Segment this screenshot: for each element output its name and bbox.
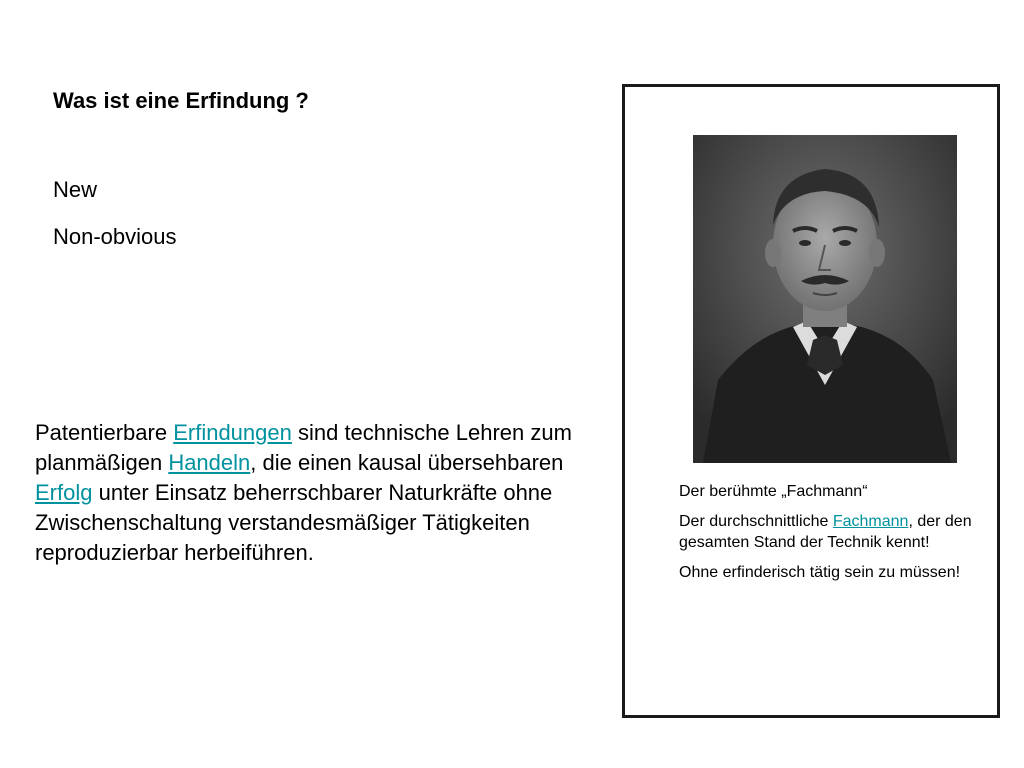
link-fachmann[interactable]: Fachmann: [832, 513, 909, 530]
caption-suffix: , der den gesamten Stand der Technik kennt!: [679, 513, 972, 551]
link-erfolg[interactable]: Erfolg: [35, 480, 93, 505]
slide-title: Was ist eine Erfindung ?: [53, 88, 309, 113]
definition-paragraph: [35, 418, 575, 568]
criterion-new: New: [53, 177, 98, 202]
caption-prefix: Der durchschnittliche: [679, 513, 833, 530]
portrait-photo: [693, 135, 957, 463]
link-erfindungen[interactable]: Erfindungen: [173, 420, 292, 445]
caption-title: Der berühmte „Fachmann“: [679, 483, 868, 500]
portrait-caption: [679, 481, 979, 592]
portrait-frame: [622, 84, 1000, 718]
link-handeln[interactable]: Handeln: [168, 450, 251, 475]
definition-text-4: unter Einsatz beherrschbarer Naturkräfte ohne Zwischenschaltung verstandesmäßiger Tätigkeiten reproduzierbar herbeiführen.: [35, 480, 553, 565]
definition-text-2: sind technische Lehren zum planmäßigen: [35, 420, 572, 475]
criterion-non-obvious: Non-obvious: [53, 224, 177, 249]
definition-text-3: , die einen kausal übersehbaren: [250, 450, 564, 475]
definition-text-1: Patentierbare: [35, 420, 174, 445]
caption-note: Ohne erfinderisch tätig sein zu müssen!: [679, 564, 961, 581]
caption-description: [679, 511, 979, 553]
criteria-list: [53, 175, 177, 269]
